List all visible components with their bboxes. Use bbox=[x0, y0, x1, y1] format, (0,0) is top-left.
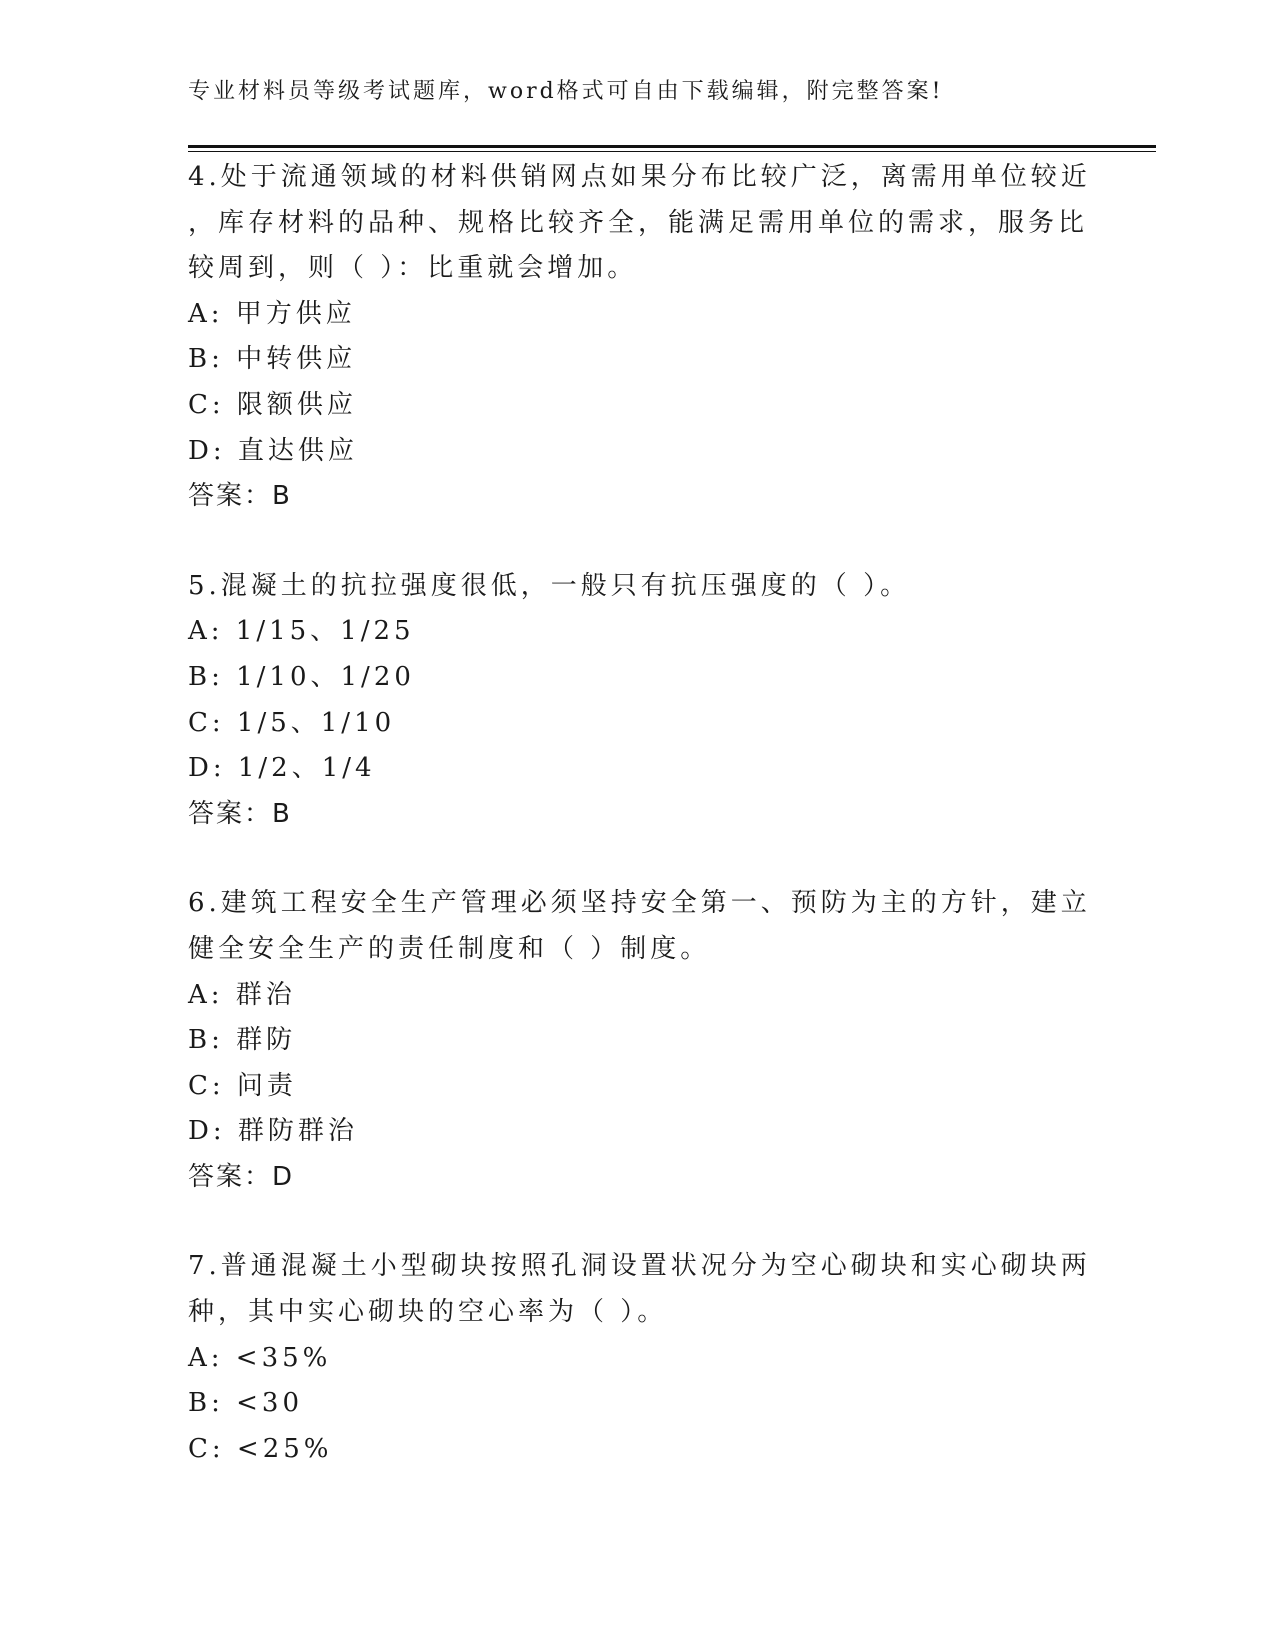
answer-line: 答案：D bbox=[188, 1161, 295, 1192]
question-text-line: 5.混凝土的抗拉强度很低，一般只有抗压强度的（ ）。 bbox=[188, 570, 911, 601]
question-text-line: 种，其中实心砌块的空心率为（ ）。 bbox=[188, 1297, 668, 1328]
question-7 bbox=[188, 1244, 1091, 1472]
option-d: D: 直达供应 bbox=[188, 435, 358, 466]
question-list bbox=[188, 155, 1091, 1516]
header-rule-thin bbox=[188, 151, 1156, 152]
option-b: B: 群防 bbox=[188, 1025, 297, 1056]
question-text-line: 健全安全生产的责任制度和（ ）制度。 bbox=[188, 933, 711, 964]
option-c: C: 1/5、1/10 bbox=[188, 707, 396, 738]
option-d: D: 1/2、1/4 bbox=[188, 753, 376, 784]
question-text-line: 4.处于流通领域的材料供销网点如果分布比较广泛，离需用单位较近 bbox=[188, 162, 1091, 192]
answer-line: 答案：B bbox=[188, 481, 292, 512]
option-a: A: <35% bbox=[188, 1342, 332, 1373]
option-b: B: 中转供应 bbox=[188, 344, 357, 375]
option-b: B: 1/10、1/20 bbox=[188, 661, 415, 692]
question-5 bbox=[188, 564, 1068, 838]
answer-line: 答案：B bbox=[188, 798, 292, 829]
option-a: A: 群治 bbox=[188, 979, 296, 1010]
option-b: B: <30 bbox=[188, 1388, 303, 1419]
question-text-line: ，库存材料的品种、规格比较齐全，能满足需用单位的需求，服务比 bbox=[188, 207, 1089, 238]
question-6 bbox=[188, 881, 1091, 1200]
option-c: C: 限额供应 bbox=[188, 389, 357, 420]
question-text-line: 7.普通混凝土小型砌块按照孔洞设置状况分为空心砌块和实心砌块两 bbox=[188, 1251, 1091, 1282]
question-4 bbox=[188, 155, 1091, 520]
option-d: D: 群防群治 bbox=[188, 1116, 358, 1147]
option-a: A: 甲方供应 bbox=[188, 298, 356, 329]
header-rule-thick bbox=[188, 145, 1156, 148]
question-text-line: 6.建筑工程安全生产管理必须坚持安全第一、预防为主的方针，建立 bbox=[188, 888, 1091, 919]
option-c: C: 问责 bbox=[188, 1070, 297, 1101]
question-text-line: 较周到，则（ ）：比重就会增加。 bbox=[188, 253, 638, 284]
option-a: A: 1/15、1/25 bbox=[188, 616, 415, 647]
option-c: C: <25% bbox=[188, 1433, 333, 1464]
page-header: 专业材料员等级考试题库，word格式可自由下载编辑，附完整答案! bbox=[188, 79, 944, 104]
